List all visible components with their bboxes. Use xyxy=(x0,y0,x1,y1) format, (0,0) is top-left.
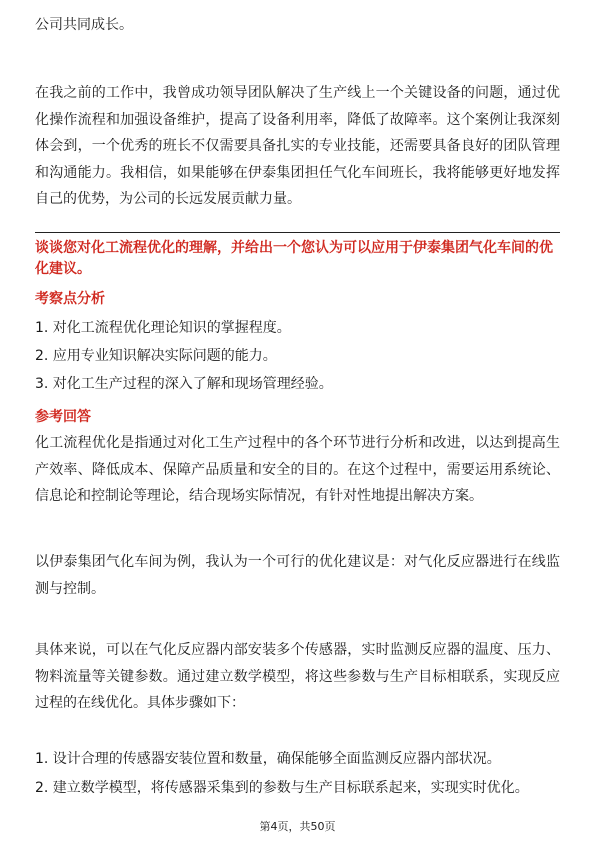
step-item: 2. 建立数学模型，将传感器采集到的参数与生产目标联系起来，实现实时优化。 xyxy=(35,780,529,796)
section-divider xyxy=(35,232,560,233)
paragraph-intro-tail: 公司共同成长。 xyxy=(35,17,133,33)
analysis-item: 3. 对化工生产过程的深入了解和现场管理经验。 xyxy=(35,376,333,392)
interview-question: 谈谈您对化工流程优化的理解，并给出一个您认为可以应用于伊泰集团气化车间的优化建议。 xyxy=(35,240,553,277)
analysis-heading: 考察点分析 xyxy=(35,291,105,307)
answer-paragraph-definition: 化工流程优化是指通过对化工生产过程中的各个环节进行分析和改进，以达到提高生产效率、降低成本、保障产品质量和安全的目的。在这个过程中，需要运用系统论、信息论和控制论等理论，结合现场实际情况，有针对性地提出解决方案。 xyxy=(35,435,560,504)
answer-paragraph-suggestion: 以伊泰集团气化车间为例，我认为一个可行的优化建议是：对气化反应器进行在线监测与控制。 xyxy=(35,554,560,597)
paragraph-experience: 在我之前的工作中，我曾成功领导团队解决了生产线上一个关键设备的问题，通过优化操作流程和加强设备维护，提高了设备利用率，降低了故障率。这个案例让我深刻体会到，一个优秀的班长不仅需要具备扎实的专业技能，还需要具备良好的团队管理和沟通能力。我相信，如果能够在伊泰集团担任气化车间班长，我将能够更好地发挥自己的优势，为公司的长远发展贡献力量。 xyxy=(35,85,560,207)
steps-list xyxy=(35,745,560,803)
answer-heading: 参考回答 xyxy=(35,409,91,425)
analysis-list xyxy=(35,314,560,398)
analysis-item: 1. 对化工流程优化理论知识的掌握程度。 xyxy=(35,320,291,336)
page-number: 第4页，共50页 xyxy=(259,820,336,833)
analysis-item: 2. 应用专业知识解决实际问题的能力。 xyxy=(35,348,277,364)
step-item: 1. 设计合理的传感器安装位置和数量，确保能够全面监测反应器内部状况。 xyxy=(35,751,501,767)
answer-paragraph-details: 具体来说，可以在气化反应器内部安装多个传感器，实时监测反应器的温度、压力、物料流量等关键参数。通过建立数学模型，将这些参数与生产目标相联系，实现反应过程的在线优化。具体步骤如下： xyxy=(35,642,560,711)
